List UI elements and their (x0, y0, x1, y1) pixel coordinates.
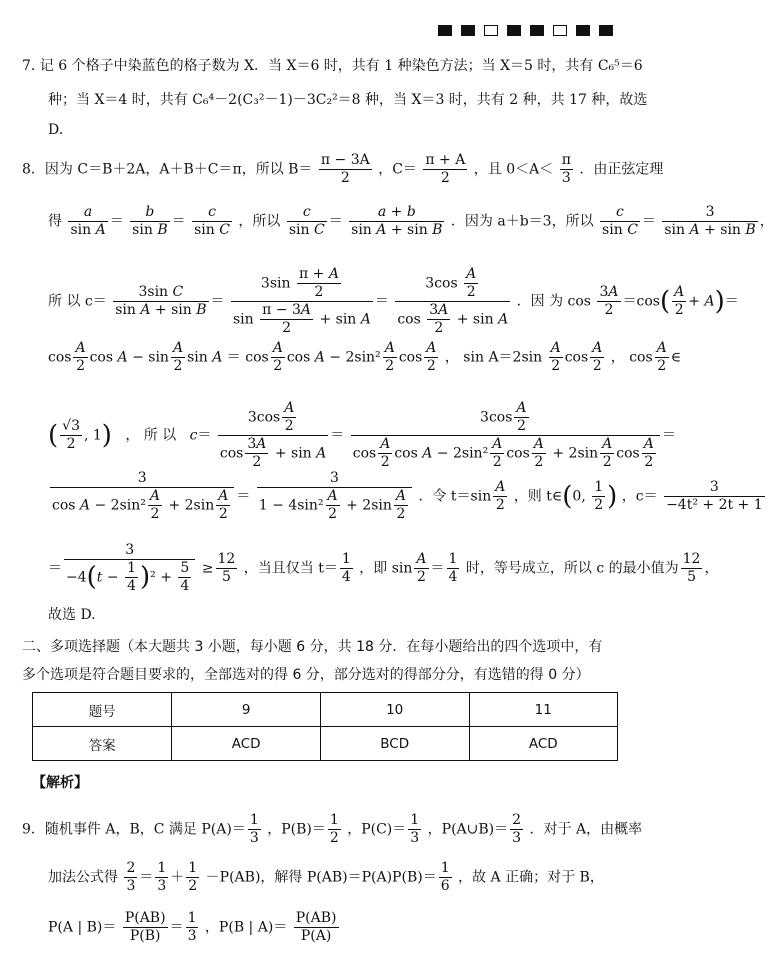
q8-text: ，c＝ (621, 488, 658, 505)
q9-text: ，P(A∪B)＝ (427, 821, 509, 838)
q8-text: ．因为 a＋b＝3，所以 (450, 213, 594, 230)
fraction: 3cos $\frac{A}{2}$ cos $\frac{A}{2}$ cos A − 2sin² $\frac{A}{2}$ cos $\frac{A}{2}$ + 2sin $\frac{A}{2}$ cos $\frac{A}{2}$ (351, 400, 660, 471)
fraction: $\frac{\pi + A}{2}$ (425, 152, 466, 186)
fraction: $\frac{3}{\text{−4t² + 2t + 1}}$ (666, 479, 763, 513)
fraction: $\frac{\pi - 3A}{2}$ (320, 152, 370, 186)
q8-text: ，且 0＜A＜ (473, 161, 554, 178)
q9-text: －P(AB)，解得 P(AB)＝P(A)P(B)＝ (205, 869, 437, 886)
q8-text: ．因 为 cos (516, 293, 591, 310)
q9-text: ，P(B | A)＝ (204, 919, 288, 936)
q8-text: ， cos (610, 349, 653, 366)
q8-line3: 所 以 c＝ $\frac{\text{3sin C}}{\text{sin A + sin B}}$ ＝ 3sin $\frac{\pi + A}{2}$ sin $\frac{\pi - 3A}{2}$ + sin A ＝ 3cos $\frac{A}{2}$ cos $\frac{3A}{2}$ + sin A ．因 为 cos $\frac{3A}{2}$ ＝cos( $\frac{A}{2}$ + A)＝ (48, 266, 739, 336)
deco-square (576, 25, 590, 36)
analysis-heading: 【解析】 (32, 775, 88, 791)
q8-line1 (22, 152, 663, 187)
fraction: $\frac{\text{3sin C}}{\text{sin A + sin B}}$ (115, 284, 207, 318)
q9-text: ，故 A 正确；对于 B， (458, 869, 604, 886)
table-cell: ACD (469, 727, 618, 761)
q9-line3: P(A | B)＝ $\frac{P(AB)}{P(B)}$ ＝ $\frac{1}{3}$ ，P(B | A)＝ $\frac{P(AB)}{P(A)}$ (48, 910, 337, 944)
header-decoration (438, 25, 613, 36)
q8-line7: ＝ 3 −4(t − $\frac{1}{4}$ )² + $\frac{5}{4}$ ≥ $\frac{12}{5}$ ，当且仅当 t＝ $\frac{1}{4}$ ，即 sin $\frac{A}{2}$ ＝ $\frac{1}{4}$ 时，等号成立，所以 c 的最小值为 $\frac{12}{5}$ ， (48, 542, 719, 594)
q8-text: ，所以 (238, 213, 281, 230)
fraction: $\frac{a + b}{\text{sin A + sin B}}$ (351, 204, 443, 238)
q8-text: 所 以 c＝ (48, 293, 107, 310)
q9-line2: 加法公式得 $\frac{2}{3}$ ＝ $\frac{1}{3}$ ＋ $\frac{1}{2}$ －P(AB)，解得 P(AB)＝P(A)P(B)＝ $\frac{1}{6}$ ，故 A 正确；对于 B， (48, 860, 604, 894)
fraction: $\frac{c}{\text{sin C}}$ (288, 204, 325, 238)
q8-line5: ( $\frac{√3}{2}$ , 1) ， 所 以 c＝ 3cos $\frac{A}{2}$ cos $\frac{3A}{2}$ + sin A ＝ 3cos $\frac{A}{2}$ cos $\frac{A}{2}$ cos A − 2sin² $\frac{A}{2}$ cos $\frac{A}{2}$ + 2sin $\frac{A}{2}$ cos $\frac{A}{2}$ ＝ (48, 400, 676, 470)
deco-square (530, 25, 544, 36)
q9-text: ．对于 A，由概率 (529, 821, 643, 838)
q8-text: ，即 sin (359, 560, 413, 577)
q7-line1: 7. 记 6 个格子中染蓝色的格子数为 X．当 X＝6 时，共有 1 种染色方法；当 X＝5 时，共有 C₆⁵＝6 (22, 58, 643, 74)
q8-text: C＝B＋2A，A＋B＋C＝π，所以 B＝ (77, 161, 313, 178)
table-cell: 答案 (33, 727, 172, 761)
fraction: 3cos $\frac{A}{2}$ cos $\frac{3A}{2}$ + sin A (219, 400, 327, 470)
deco-square (553, 25, 567, 36)
q8-text: ， (704, 560, 719, 577)
fraction: 3cos $\frac{A}{2}$ cos $\frac{3A}{2}$ + sin A (397, 266, 509, 336)
q9-text: 9．随机事件 A，B，C 满足 P(A)＝ (22, 821, 246, 838)
q7-line3: D. (48, 122, 64, 138)
q8-text: ，当且仅当 t＝ (243, 560, 338, 577)
deco-square (507, 25, 521, 36)
q8-text: ，则 t∈ (513, 488, 563, 505)
answer-table (32, 692, 618, 761)
q8-text: ， 所 以 (125, 427, 177, 444)
section-2-note: 多个选项是符合题目要求的，全部选对的得 6 分，部分选对的得部分分，有选错的得 0 分） (22, 667, 590, 683)
q9-text: 加法公式得 (48, 869, 118, 886)
q8-line2: 得 $\frac{a}{\text{sin A}}$ ＝ $\frac{b}{\text{sin B}}$ ＝ $\frac{c}{\text{sin C}}$ ，所以 $\frac{c}{\text{sin C}}$ ＝ $\frac{a + b}{\text{sin A + sin B}}$ ．因为 a＋b＝3，所以 $\frac{c}{\text{sin C}}$ ＝ $\frac{3}{\text{sin A + sin B}}$ ， (48, 204, 774, 238)
q8-text: cos (564, 349, 589, 366)
fraction: 3 1 − 4sin² $\frac{A}{2}$ + 2sin $\frac{A}{2}$ (257, 470, 412, 523)
q9-text: P(A | B)＝ (48, 919, 117, 936)
q8-line4: cos $\frac{A}{2}$ cos A − sin $\frac{A}{2}$ sin A ＝ cos $\frac{A}{2}$ cos A − 2sin² $\frac{A}{2}$ cos $\frac{A}{2}$ ， sin A＝2sin $\frac{A}{2}$ cos $\frac{A}{2}$ ， cos $\frac{A}{2}$ ∈ (48, 340, 682, 374)
deco-square (599, 25, 613, 36)
table-cell: BCD (320, 727, 469, 761)
deco-square (461, 25, 475, 36)
q8-line6: 3 cos A − 2sin² $\frac{A}{2}$ + 2sin $\frac{A}{2}$ ＝ 3 1 − 4sin² $\frac{A}{2}$ + 2sin $\frac{A}{2}$ ．令 t＝sin $\frac{A}{2}$ ，则 t∈(0, $\frac{1}{2}$ ) ，c＝ $\frac{3}{\text{−4t² + 2t + 1}}$ (52, 470, 763, 522)
table-cell: 9 (172, 693, 320, 727)
fraction: 3 −4(t − $\frac{1}{4}$ )² + $\frac{5}{4}$ (64, 542, 195, 595)
q8-text: ．由正弦定理 (579, 161, 664, 178)
fraction: $\frac{b}{\text{sin B}}$ (132, 204, 168, 238)
section-2-heading: 二、多项选择题（本大题共 3 小题，每小题 6 分，共 18 分．在每小题给出的四个选项中，有 (22, 639, 603, 655)
q8-text: ．令 t＝sin (418, 488, 492, 505)
q8-text: 得 (48, 213, 62, 230)
q8-text: ，C＝ (378, 161, 417, 178)
table-cell: ACD (172, 727, 320, 761)
deco-square (484, 25, 498, 36)
fraction: $\frac{c}{\text{sin C}}$ (602, 204, 638, 238)
fraction: $\frac{3A}{2}$ (599, 284, 619, 318)
q8-text: ， sin A＝2sin (444, 349, 543, 366)
fraction: $\frac{3}{\text{sin A + sin B}}$ (664, 204, 756, 238)
fraction: $\frac{c}{\text{sin C}}$ (194, 204, 230, 238)
table-cell: 题号 (33, 693, 172, 727)
q8-line8: 故选 D. (48, 607, 96, 623)
q8-text: 8．因为 (22, 161, 73, 178)
q9-text: ，P(C)＝ (347, 821, 407, 838)
fraction: $\frac{a}{\text{sin A}}$ (70, 204, 106, 238)
q9-line1: 9．随机事件 A，B，C 满足 P(A)＝ $\frac{1}{3}$ ，P(B)＝ $\frac{1}{2}$ ，P(C)＝ $\frac{1}{3}$ ，P(A∪B)＝ $\frac{2}{3}$ ．对于 A，由概率 (22, 812, 643, 846)
q7-line2: 种；当 X＝4 时，共有 C₆⁴－2(C₃²－1)－3C₂²＝8 种，当 X＝3 时，共有 2 种，共 17 种，故选 (48, 92, 648, 108)
q9-text: ，P(B)＝ (267, 821, 326, 838)
fraction: 3 cos A − 2sin² $\frac{A}{2}$ + 2sin $\frac{A}{2}$ (50, 470, 234, 523)
deco-square (438, 25, 452, 36)
table-cell: 11 (469, 693, 618, 727)
fraction: $\frac{\pi}{3}$ (561, 152, 571, 186)
q8-text: ∈ (670, 349, 682, 366)
table-row (33, 693, 618, 727)
table-cell: 10 (320, 693, 469, 727)
fraction: 3sin $\frac{\pi + A}{2}$ sin $\frac{\pi - 3A}{2}$ + sin A (232, 266, 371, 336)
q8-text: ≥ (201, 560, 214, 577)
q8-text: 时，等号成立，所以 c 的最小值为 (465, 560, 679, 577)
table-row (33, 727, 618, 761)
